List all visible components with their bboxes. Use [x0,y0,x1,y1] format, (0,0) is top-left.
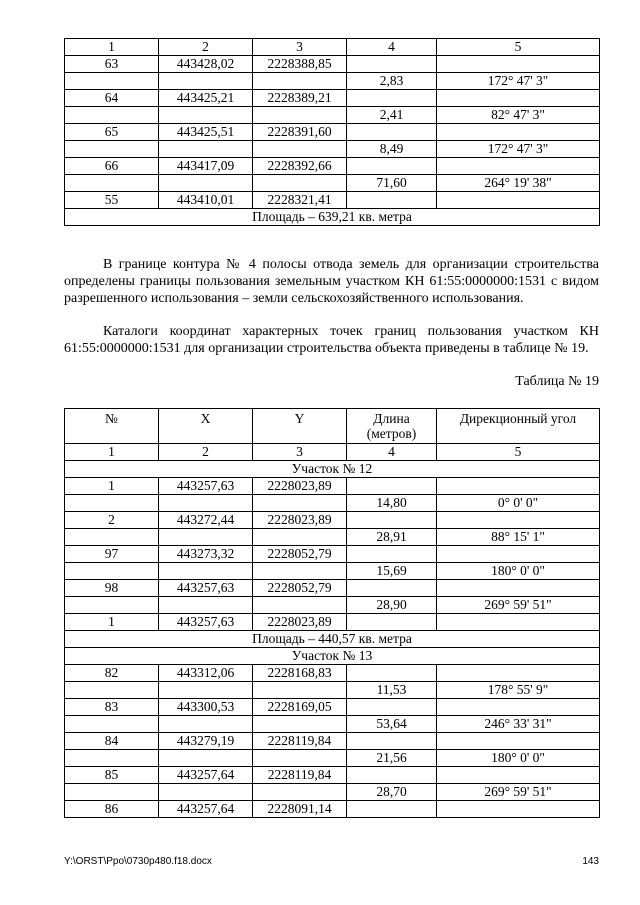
table-cell: 2228023,89 [253,512,347,529]
table-row [65,733,600,750]
table-row [65,563,600,580]
table-row [65,56,600,73]
table-cell: 2228023,89 [253,614,347,631]
table-cell [159,495,253,512]
table-header [65,409,600,478]
table-cell: 14,80 [347,495,437,512]
table-row [65,107,600,124]
table-cell: 11,53 [347,682,437,699]
table-cell [159,141,253,158]
section-13-body [65,665,600,818]
area-row [65,631,600,648]
table-cell: 443312,06 [159,665,253,682]
table-cell [159,784,253,801]
table-cell [159,175,253,192]
header-cell-number: № [65,409,159,444]
table-cell: 2228391,60 [253,124,347,141]
table-cell: 2228168,83 [253,665,347,682]
header-cell: 2 [159,444,253,461]
table-cell: 86 [65,801,159,818]
table-cell [437,580,600,597]
table-cell: 246° 33' 31" [437,716,600,733]
table-cell: 28,90 [347,597,437,614]
table-cell: 53,64 [347,716,437,733]
table-cell: 64 [65,90,159,107]
table-cell: 443279,19 [159,733,253,750]
table-cell [437,699,600,716]
table-cell [347,512,437,529]
table-cell: 264° 19' 38" [437,175,600,192]
header-row [65,409,600,444]
table-cell [347,192,437,209]
table-cell [65,73,159,90]
table-cell [253,784,347,801]
table-cell [65,716,159,733]
table-cell [65,682,159,699]
table-cell: 83 [65,699,159,716]
section-title: Участок № 13 [65,648,600,665]
table-cell: 28,70 [347,784,437,801]
table-row [65,512,600,529]
table-cell: 443300,53 [159,699,253,716]
table-cell [347,478,437,495]
table-row [65,529,600,546]
table-cell [437,158,600,175]
table-cell: 2228389,21 [253,90,347,107]
table-row [65,665,600,682]
table-body [65,39,600,209]
table-row [65,682,600,699]
table-cell [347,699,437,716]
table-cell: 98 [65,580,159,597]
table-cell: 63 [65,56,159,73]
table-cell [437,124,600,141]
table-cell: 2228052,79 [253,580,347,597]
table-cell: 172° 47' 3" [437,141,600,158]
paragraph-catalog [64,323,599,357]
table-cell [253,529,347,546]
table-cell: 269° 59' 51" [437,784,600,801]
table-cell [437,546,600,563]
table-cell [347,580,437,597]
table-cell [437,90,600,107]
header-cell-y: Y [253,409,347,444]
table-cell: 66 [65,158,159,175]
table-cell [437,614,600,631]
table-cell [437,56,600,73]
table-row [65,767,600,784]
table-cell [253,597,347,614]
table-cell [253,107,347,124]
table-row [65,801,600,818]
table-cell: 2228169,05 [253,699,347,716]
table-cell: 2,41 [347,107,437,124]
table-cell [159,73,253,90]
table-cell [347,158,437,175]
table-cell: 443273,32 [159,546,253,563]
table-cell: 443425,21 [159,90,253,107]
table-cell: 2228119,84 [253,767,347,784]
table-cell [437,512,600,529]
header-cell-x: X [159,409,253,444]
table-cell [253,750,347,767]
table-cell [437,801,600,818]
table-cell [437,478,600,495]
table-cell: 0° 0' 0" [437,495,600,512]
section-title: Участок № 12 [65,461,600,478]
header-cell: 4 [347,444,437,461]
table-cell [437,733,600,750]
table-cell: 82 [65,665,159,682]
table-cell: 71,60 [347,175,437,192]
table-cell: 8,49 [347,141,437,158]
table-row [65,699,600,716]
header-cell: 2 [159,39,253,56]
header-cell: 5 [437,39,600,56]
table-cell: 2,83 [347,73,437,90]
table-cell: 84 [65,733,159,750]
header-cell: 4 [347,39,437,56]
table-cell [347,767,437,784]
table-cell [437,192,600,209]
table-cell: 269° 59' 51" [437,597,600,614]
table-cell [65,784,159,801]
table-cell [159,597,253,614]
table-cell: 443257,63 [159,580,253,597]
table-cell: 82° 47' 3" [437,107,600,124]
table-row [65,750,600,767]
table-row [65,141,600,158]
table-cell [159,716,253,733]
area-row [65,209,600,226]
table-cell: 2228388,85 [253,56,347,73]
table-row [65,175,600,192]
section-divider [65,631,600,665]
header-cell: 3 [253,444,347,461]
table-cell [437,767,600,784]
area-cell: Площадь – 440,57 кв. метра [65,631,600,648]
table-cell: 88° 15' 1" [437,529,600,546]
table-cell [253,73,347,90]
table-cell [347,546,437,563]
header-cell-angle: Дирекционный угол [437,409,600,444]
table-cell [159,750,253,767]
table-cell [159,529,253,546]
page-number: 143 [582,856,599,867]
table-row [65,580,600,597]
table-row [65,597,600,614]
table-row [65,495,600,512]
table-cell [65,107,159,124]
table-cell [253,175,347,192]
table-cell [65,141,159,158]
paragraph-text: В границе контура № 4 полосы отвода земель для организации строительства определены границы пользования земельным участком КН 61:55:0000000:1531 с видом разрешенного использования – земли сельскохозяйственного использования. [64,257,599,306]
table-cell: 21,56 [347,750,437,767]
table-cell: 443257,63 [159,614,253,631]
header-cell: 5 [437,444,600,461]
table-cell [253,141,347,158]
area-cell: Площадь – 639,21 кв. метра [65,209,600,226]
header-cell: 3 [253,39,347,56]
table-cell [347,801,437,818]
table-cell [437,665,600,682]
table-cell: 15,69 [347,563,437,580]
table-cell: 2228392,66 [253,158,347,175]
table-cell: 2228052,79 [253,546,347,563]
coordinates-table-19 [64,408,600,818]
table-cell: 2228023,89 [253,478,347,495]
footer-file-path: Y:\ORST\Ppo\0730p480.f18.docx [64,856,212,867]
table-row [65,192,600,209]
table-cell [347,733,437,750]
table-cell: 55 [65,192,159,209]
table-cell: 2228321,41 [253,192,347,209]
table-cell: 2 [65,512,159,529]
table-row [65,73,600,90]
table-cell: 65 [65,124,159,141]
table-row [65,784,600,801]
paragraph-text: Каталоги координат характерных точек границ пользования участком КН 61:55:0000000:1531 для организации строительства объекта приведены в таблице № 19. [64,324,599,356]
table-cell [159,563,253,580]
column-number-row [65,39,600,56]
table-cell [65,597,159,614]
table-cell [65,175,159,192]
header-cell: 1 [65,39,159,56]
header-cell-length: Длина (метров) [347,409,437,444]
table-cell: 28,91 [347,529,437,546]
table-cell [159,107,253,124]
table-cell [65,529,159,546]
table-cell [347,124,437,141]
table-cell: 443257,63 [159,478,253,495]
table-cell: 443257,64 [159,767,253,784]
table-label: Таблица № 19 [515,374,599,389]
table-cell: 443272,44 [159,512,253,529]
table-cell: 443425,51 [159,124,253,141]
table-cell: 178° 55' 9" [437,682,600,699]
table-cell: 97 [65,546,159,563]
table-cell: 443428,02 [159,56,253,73]
table-cell: 443257,64 [159,801,253,818]
coordinates-table-continued [64,38,600,226]
paragraph-boundary [64,256,599,307]
table-cell: 1 [65,614,159,631]
table-row [65,716,600,733]
table-cell [65,495,159,512]
table-cell [253,563,347,580]
table-cell: 443417,09 [159,158,253,175]
table-cell: 85 [65,767,159,784]
table-cell [253,495,347,512]
table-row [65,158,600,175]
header-cell: 1 [65,444,159,461]
table-cell [65,750,159,767]
table-row [65,614,600,631]
table-cell [253,716,347,733]
section-title-row [65,461,600,478]
table-cell: 172° 47' 3" [437,73,600,90]
table-row [65,546,600,563]
table-cell: 1 [65,478,159,495]
table-cell: 180° 0' 0" [437,563,600,580]
table-cell [347,56,437,73]
table-cell: 2228091,14 [253,801,347,818]
table-row [65,90,600,107]
table-footer [65,209,600,226]
table-cell: 2228119,84 [253,733,347,750]
table-cell: 443410,01 [159,192,253,209]
column-number-row [65,444,600,461]
table-cell: 180° 0' 0" [437,750,600,767]
table-cell [347,90,437,107]
table-row [65,478,600,495]
section-12-body [65,478,600,631]
section-title-row [65,648,600,665]
table-cell [347,665,437,682]
table-cell [159,682,253,699]
table-cell [253,682,347,699]
table-row [65,124,600,141]
table-cell [65,563,159,580]
table-cell [347,614,437,631]
